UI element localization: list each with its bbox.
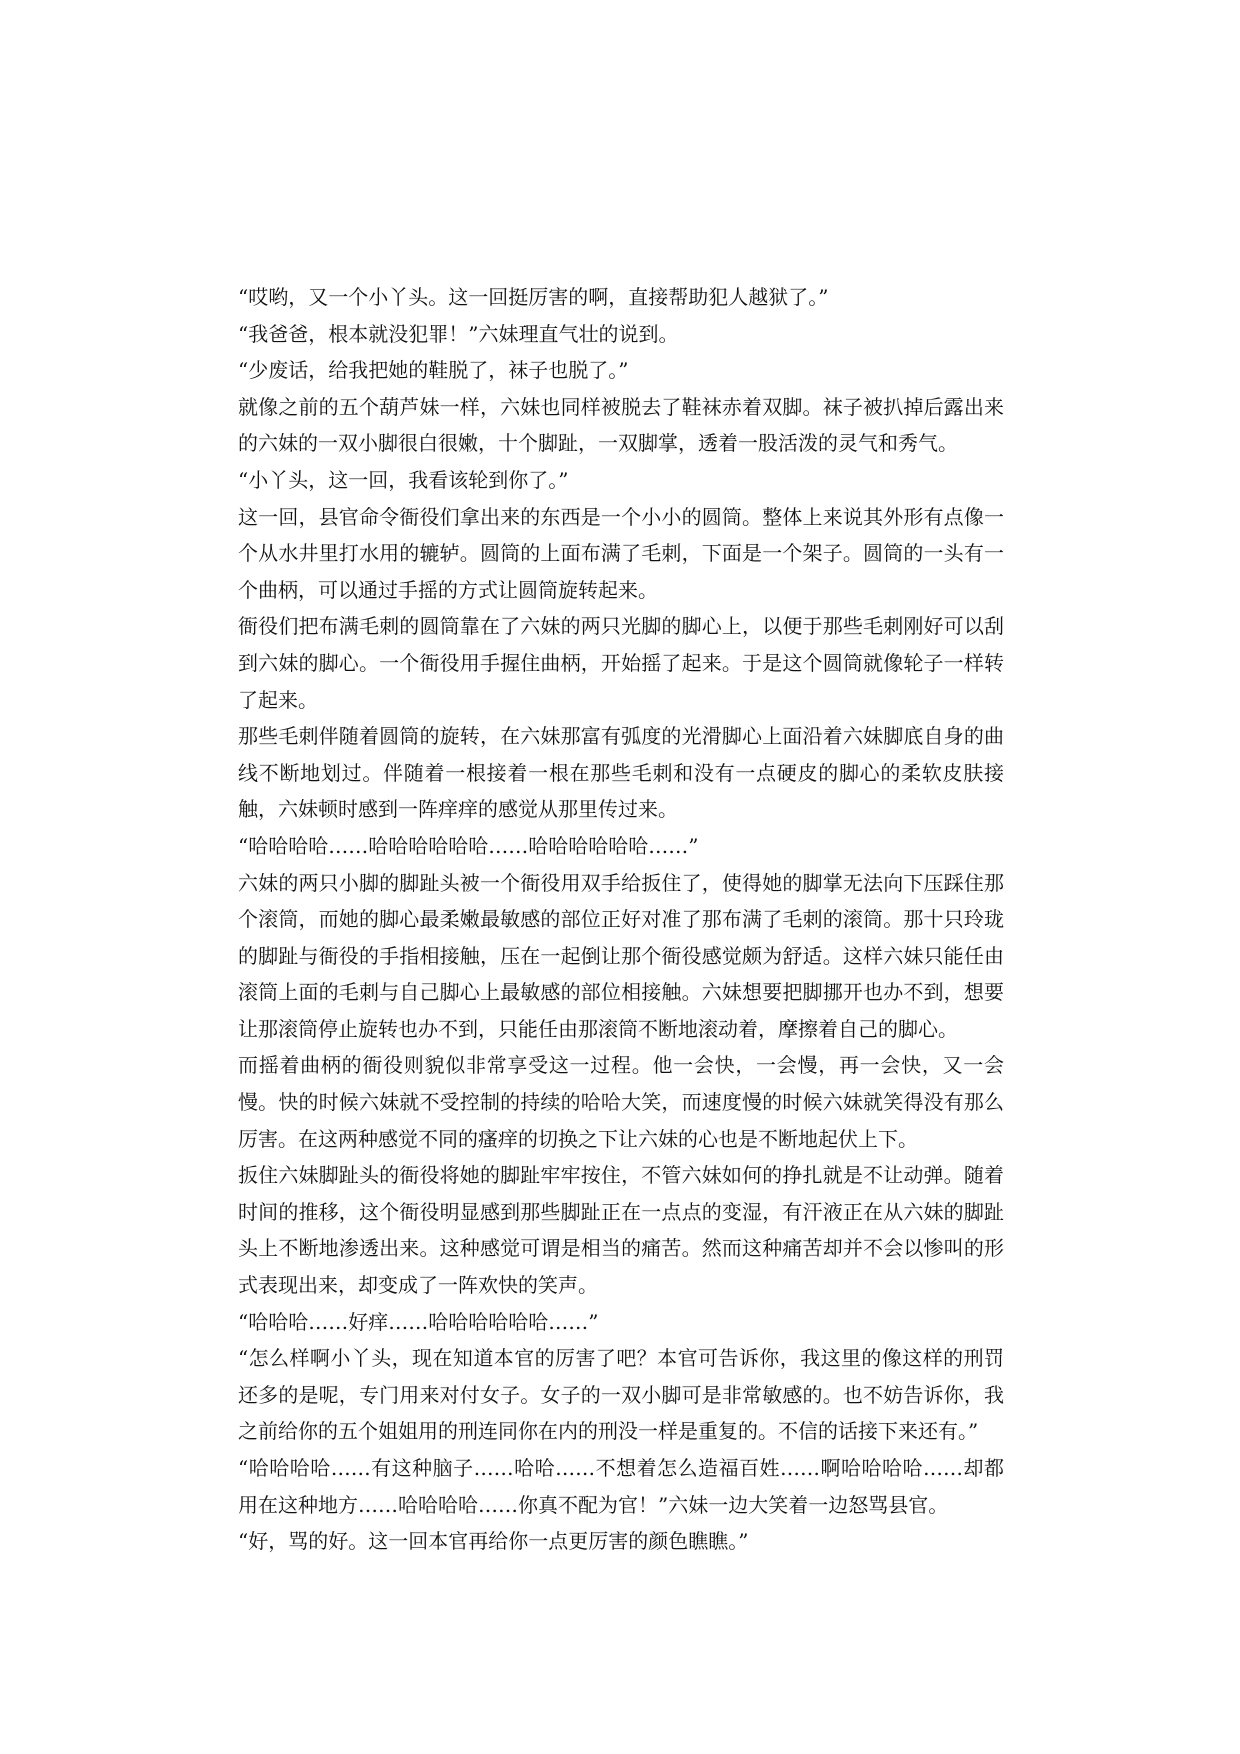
paragraph: 就像之前的五个葫芦妹一样，六妹也同样被脱去了鞋袜赤着双脚。袜子被扒掉后露出来的六妹的一双小脚很白很嫩，十个脚趾，一双脚掌，透着一股活泼的灵气和秀气。 — [238, 394, 1004, 456]
paragraph: 而摇着曲柄的衙役则貌似非常享受这一过程。他一会快，一会慢，再一会快，又一会慢。快的时候六妹就不受控制的持续的哈哈大笑，而速度慢的时候六妹就笑得没有那么厉害。在这两种感觉不同的瘙痒的切换之下让六妹的心也是不断地起伏上下。 — [238, 1053, 1004, 1151]
paragraph: 六妹的两只小脚的脚趾头被一个衙役用双手给扳住了，使得她的脚掌无法向下压踩住那个滚筒，而她的脚心最柔嫩最敏感的部位正好对准了那布满了毛刺的滚筒。那十只玲珑的脚趾与衙役的手指相接触，压在一起倒让那个衙役感觉颇为舒适。这样六妹只能任由滚筒上面的毛刺与自己脚心上最敏感的部位相接触。六妹想要把脚挪开也办不到，想要让那滚筒停止旋转也办不到，只能任由那滚筒不断地滚动着，摩擦着自己的脚心。 — [238, 870, 1004, 1041]
paragraph: 那些毛刺伴随着圆筒的旋转，在六妹那富有弧度的光滑脚心上面沿着六妹脚底自身的曲线不断地划过。伴随着一根接着一根在那些毛刺和没有一点硬皮的脚心的柔软皮肤接触，六妹顿时感到一阵痒痒的感觉从那里传过来。 — [238, 724, 1004, 822]
paragraph: “少废话，给我把她的鞋脱了，袜子也脱了。” — [238, 358, 629, 383]
paragraph: “哈哈哈哈……有这种脑子……哈哈……不想着怎么造福百姓……啊哈哈哈哈……却都用在这种地方……哈哈哈哈……你真不配为官！”六妹一边大笑着一边怒骂县官。 — [238, 1456, 1004, 1517]
paragraph: 衙役们把布满毛刺的圆筒靠在了六妹的两只光脚的脚心上，以便于那些毛刺刚好可以刮到六妹的脚心。一个衙役用手握住曲柄，开始摇了起来。于是这个圆筒就像轮子一样转了起来。 — [238, 614, 1004, 712]
paragraph: 扳住六妹脚趾头的衙役将她的脚趾牢牢按住，不管六妹如何的挣扎就是不让动弹。随着时间的推移，这个衙役明显感到那些脚趾正在一点点的变湿，有汗液正在从六妹的脚趾头上不断地渗透出来。这种感觉可谓是相当的痛苦。然而这种痛苦却并不会以惨叫的形式表现出来，却变成了一阵欢快的笑声。 — [238, 1163, 1004, 1298]
paragraph: “小丫头，这一回，我看该轮到你了。” — [238, 467, 569, 492]
document-page — [238, 279, 1004, 1560]
paragraph: “哈哈哈……好痒……哈哈哈哈哈哈……” — [238, 1309, 599, 1334]
paragraph: “哎哟，又一个小丫头。这一回挺厉害的啊，直接帮助犯人越狱了。” — [238, 285, 829, 309]
paragraph: “哈哈哈哈……哈哈哈哈哈哈……哈哈哈哈哈哈……” — [238, 833, 699, 858]
paragraph: “怎么样啊小丫头，现在知道本官的厉害了吧？本官可告诉你，我这里的像这样的刑罚还多的是呢，专门用来对付女子。女子的一双小脚可是非常敏感的。也不妨告诉你，我之前给你的五个姐姐用的刑连同你在内的刑没一样是重复的。不信的话接下来还有。” — [238, 1346, 1004, 1444]
paragraph: “好，骂的好。这一回本官再给你一点更厉害的颜色瞧瞧。” — [238, 1529, 749, 1554]
paragraph: “我爸爸，根本就没犯罪！”六妹理直气壮的说到。 — [238, 321, 679, 346]
paragraph: 这一回，县官命令衙役们拿出来的东西是一个小小的圆筒。整体上来说其外形有点像一个从水井里打水用的辘轳。圆筒的上面布满了毛刺，下面是一个架子。圆筒的一头有一个曲柄，可以通过手摇的方式让圆筒旋转起来。 — [238, 504, 1004, 602]
